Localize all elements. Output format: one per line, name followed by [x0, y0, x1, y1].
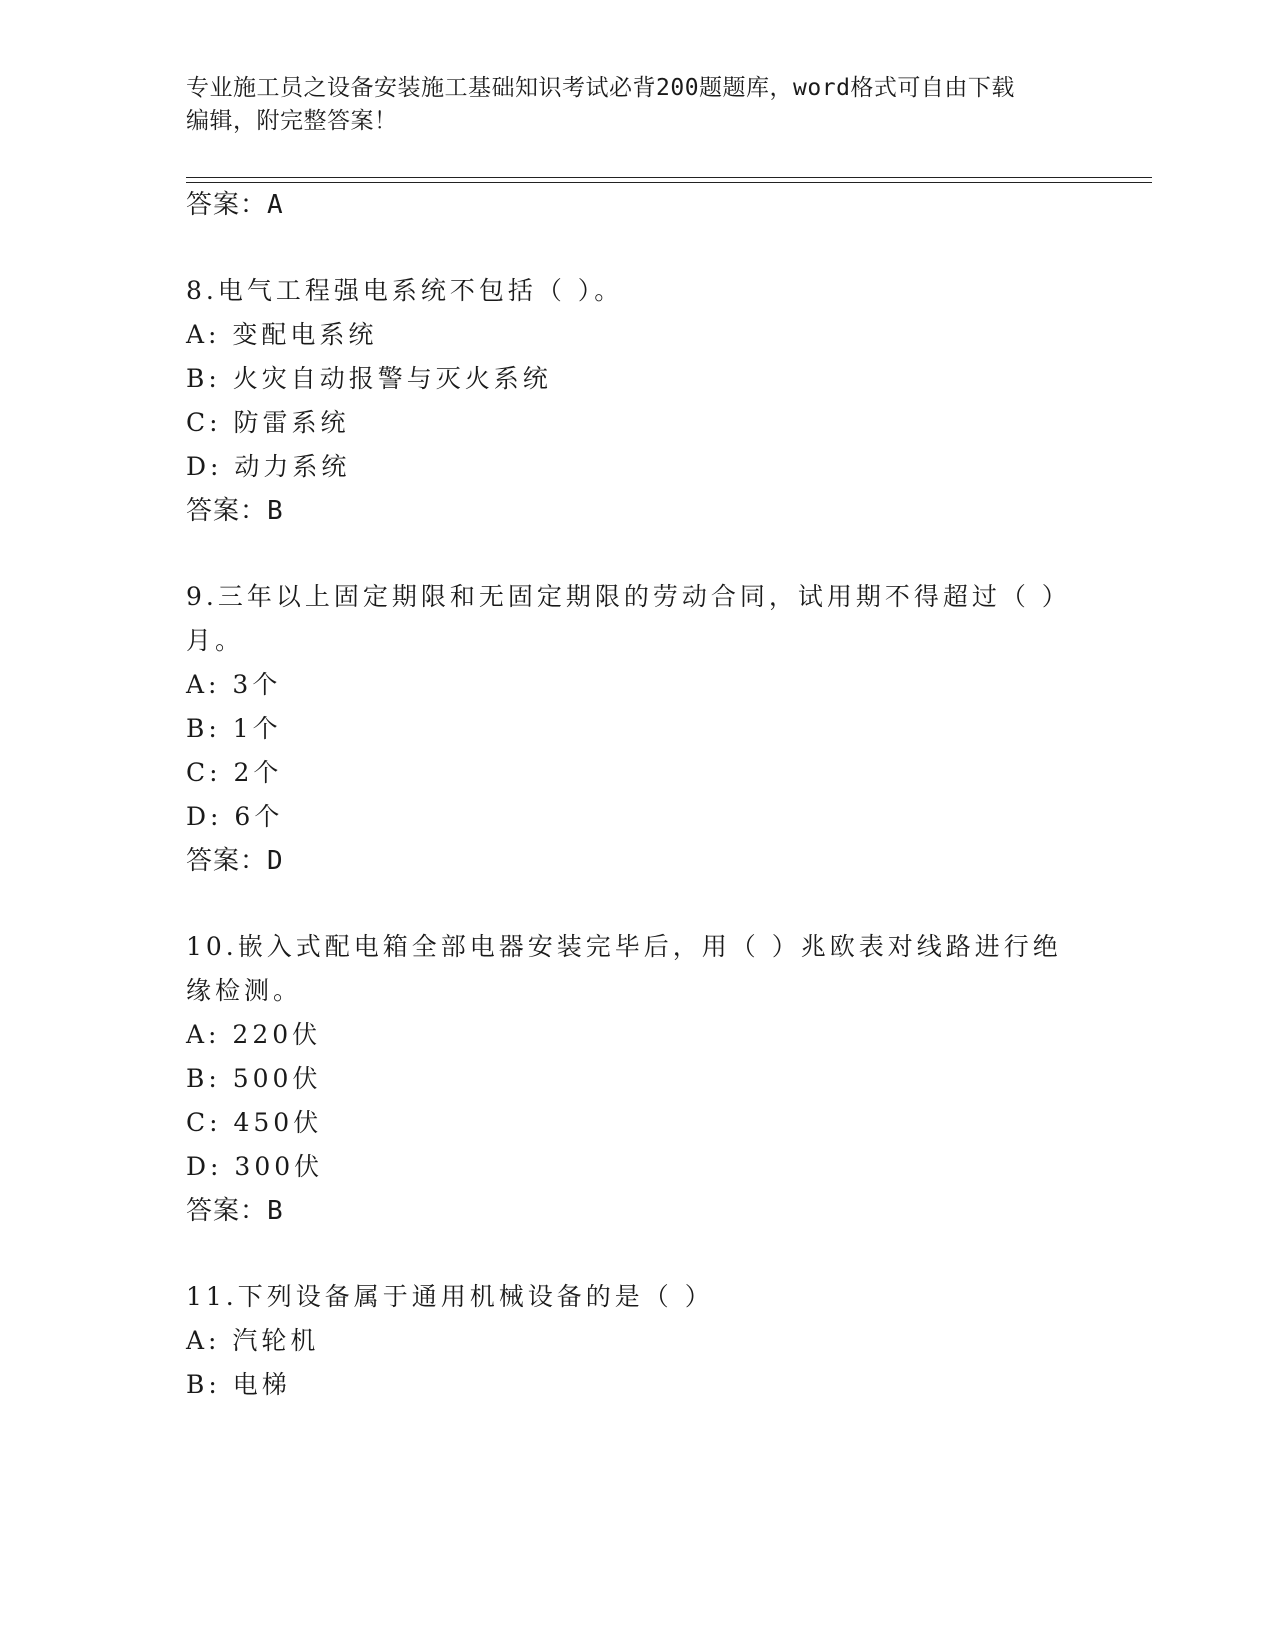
header-title-line-2: 编辑，附完整答案！ — [186, 108, 398, 134]
question-10-option-b: B: 500伏 — [186, 1064, 322, 1093]
question-10-answer: 答案：B — [186, 1196, 284, 1226]
question-8-option-d: D: 动力系统 — [186, 452, 351, 481]
question-10-option-c: C: 450伏 — [186, 1108, 323, 1137]
question-8-answer: 答案：B — [186, 496, 284, 526]
previous-answer: 答案：A — [186, 190, 284, 220]
question-9-answer: 答案：D — [186, 846, 284, 876]
question-11-stem: 11.下列设备属于通用机械设备的是（ ） — [186, 1282, 714, 1311]
header-divider-bottom — [186, 182, 1152, 183]
question-8-option-a: A: 变配电系统 — [186, 320, 378, 349]
question-11-option-a: A: 汽轮机 — [186, 1326, 320, 1355]
header-title-line-1: 专业施工员之设备安装施工基础知识考试必背200题题库，word格式可自由下载 — [186, 75, 1015, 101]
question-9-option-d: D: 6个 — [186, 802, 284, 831]
question-10-stem-line-1: 10.嵌入式配电箱全部电器安装完毕后，用（ ）兆欧表对线路进行绝 — [186, 932, 1062, 961]
question-10-option-d: D: 300伏 — [186, 1152, 324, 1181]
question-9-option-b: B: 1个 — [186, 714, 282, 743]
question-9-stem-line-1: 9.三年以上固定期限和无固定期限的劳动合同，试用期不得超过（ ） — [186, 582, 1071, 611]
question-9-option-a: A: 3个 — [186, 670, 282, 699]
document-header — [186, 72, 1086, 138]
question-11-option-b: B: 电梯 — [186, 1370, 291, 1399]
question-10-option-a: A: 220伏 — [186, 1020, 322, 1049]
question-8-option-c: C: 防雷系统 — [186, 408, 350, 437]
question-9-option-c: C: 2个 — [186, 758, 283, 787]
question-8-stem: 8.电气工程强电系统不包括（ ）。 — [186, 276, 624, 305]
question-10-stem-line-2: 缘检测。 — [186, 976, 303, 1005]
header-divider-top — [186, 177, 1152, 178]
question-9-stem-line-2: 月。 — [186, 626, 245, 655]
question-8-option-b: B: 火灾自动报警与灭火系统 — [186, 364, 552, 393]
